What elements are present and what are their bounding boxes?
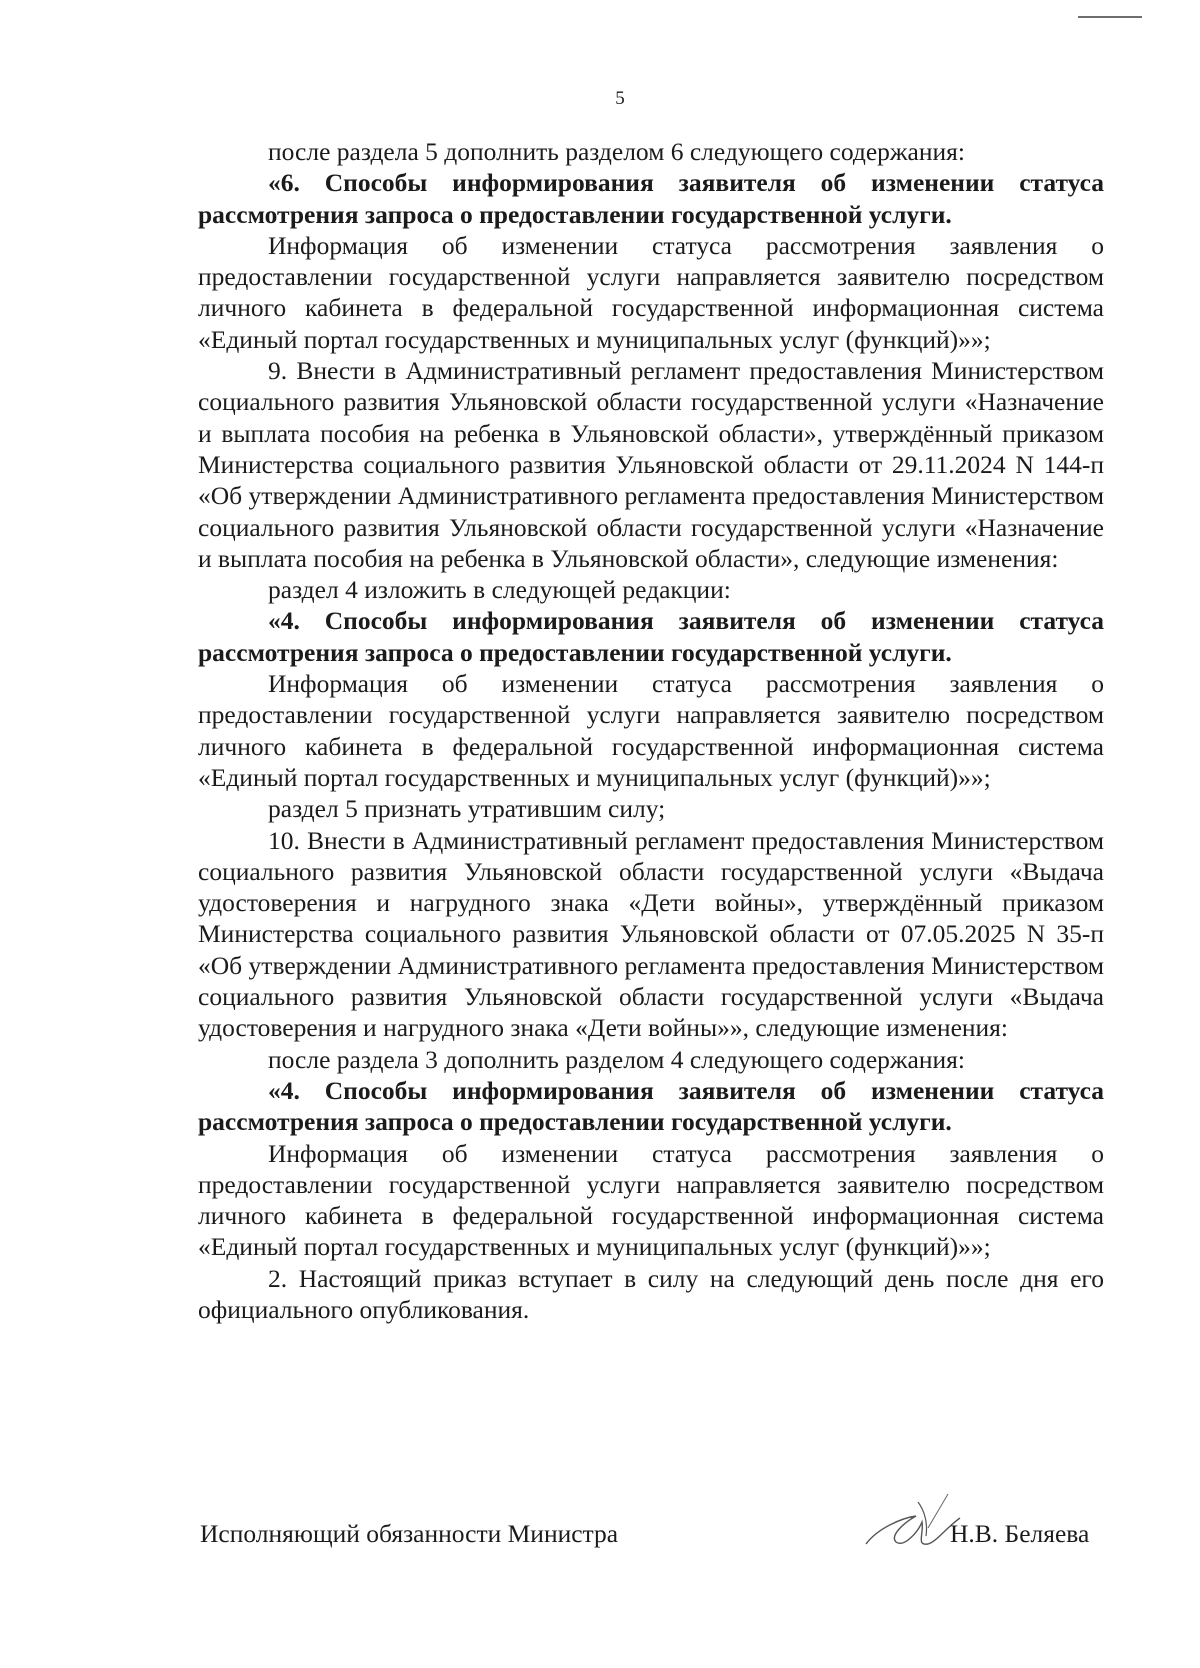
top-edge-rule [1078,16,1142,18]
paragraph: Информация об изменении статуса рассмотрения заявления о предоставлении государственной услуги направляется заявителю посредством личного кабинета в федеральной государственной информационная система «Единый портал государственных и муниципальных услуг (функций)»»; [198,669,1104,792]
document-body [198,136,1104,1325]
section-heading: «6. Способы информирования заявителя об изменении статуса рассмотрения запроса о предоставлении государственной услуги. [198,168,1104,229]
paragraph: 10. Внести в Административный регламент предоставления Министерством социального развития Ульяновской области государственной услуги «Выдача удостоверения и нагрудного знака «Дети войны», утверждённый приказом Министерства социального развития Ульяновской области от 07.05.2025 N 35-п «Об утверждении Административного регламента предоставления Министерством социального развития Ульяновской области государственной услуги «Выдача удостоверения и нагрудного знака «Дети войны»», следующие изменения: [198,825,1104,1043]
section-heading: «4. Способы информирования заявителя об изменении статуса рассмотрения запроса о предоставлении государственной услуги. [198,1075,1104,1137]
paragraph: Информация об изменении статуса рассмотрения заявления о предоставлении государственной услуги направляется заявителю посредством личного кабинета в федеральной государственной информационная система «Единый портал государственных и муниципальных услуг (функций)»»; [198,230,1104,354]
paragraph: раздел 5 признать утратившим силу; [268,794,666,824]
paragraph: после раздела 3 дополнить разделом 4 следующего содержания: [268,1044,965,1074]
paragraph: раздел 4 изложить в следующей редакции: [268,575,731,605]
signatory-title: Исполняющий обязанности Министра [200,1519,619,1548]
section-heading: «4. Способы информирования заявителя об изменении статуса рассмотрения запроса о предоставлении государственной услуги. [198,606,1104,667]
paragraph: 2. Настоящий приказ вступает в силу на следующий день после дня его официального опубликования. [198,1263,1104,1324]
paragraph: после раздела 5 дополнить разделом 6 следующего содержания: [268,137,965,166]
page-number: 5 [615,88,625,109]
paragraph: Информация об изменении статуса рассмотрения заявления о предоставлении государственной услуги направляется заявителю посредством личного кабинета в федеральной государственной информационная система «Единый портал государственных и муниципальных услуг (функций)»»; [198,1138,1104,1262]
signatory-name: Н.В. Беляева [950,1519,1090,1548]
paragraph: 9. Внести в Административный регламент предоставления Министерством социального развития Ульяновской области государственной услуги «Назначение и выплата пособия на ребенка в Ульяновской области», утверждённый приказом Министерства социального развития Ульяновской области от 29.11.2024 N 144-п «Об утверждении Административного регламента предоставления Министерством социального развития Ульяновской области государственной услуги «Назначение и выплата пособия на ребенка в Ульяновской области», следующие изменения: [198,356,1104,573]
